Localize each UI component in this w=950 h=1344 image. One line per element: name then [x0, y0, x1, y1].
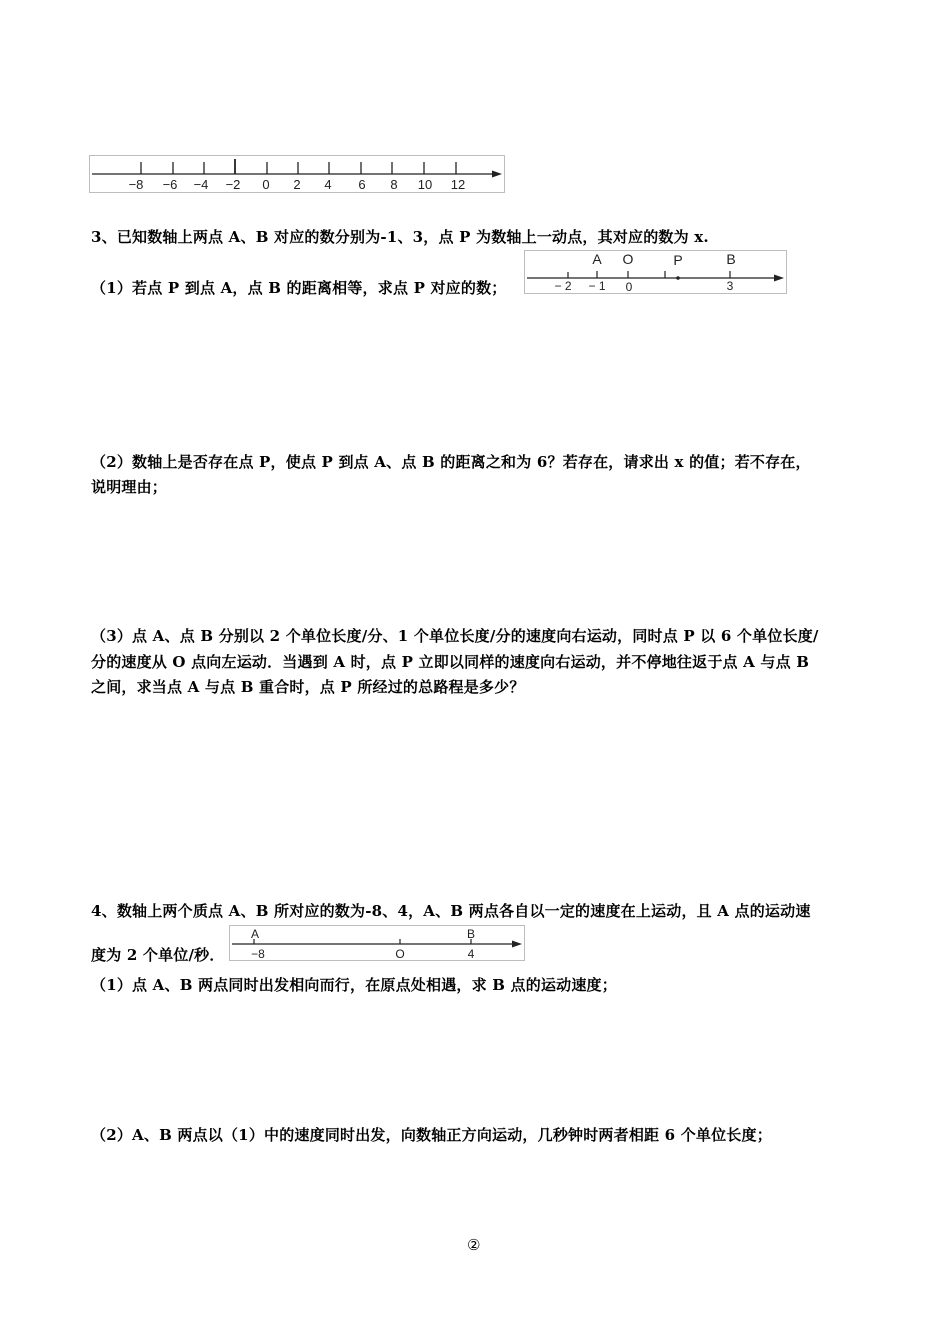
q4-stem-line1: 4、数轴上两个质点 A、B 所对应的数为-8、4，A、B 两点各自以一定的速度在上运动，且 A 点的运动速 — [91, 902, 811, 920]
q3-part3-line1: （3）点 A、点 B 分别以 2 个单位长度/分、1 个单位长度/分的速度向右运动，同时点 P 以 6 个单位长度/ — [91, 627, 819, 645]
point-label-b: B — [466, 927, 476, 941]
q3-part2-line2: 说明理由； — [91, 478, 168, 496]
point-label-o: O — [622, 251, 634, 267]
number-line-figure-2 — [524, 250, 787, 294]
q3-stem: 3、已知数轴上两点 A、B 对应的数分别为-1、3，点 P 为数轴上一动点，其对应的数为 x. — [91, 228, 709, 246]
tick-label: 3 — [726, 279, 734, 293]
point-label-a: A — [592, 251, 602, 267]
tick-label: 0 — [262, 177, 270, 192]
tick-label: −8 — [128, 177, 144, 192]
tick-label: − 1 — [588, 279, 606, 293]
q4-stem-line2: 度为 2 个单位/秒． — [91, 946, 225, 964]
q3-part2-line1: （2）数轴上是否存在点 P，使点 P 到点 A、点 B 的距离之和为 6？若存在，请求出 x 的值；若不存在， — [91, 453, 811, 471]
tick-label: −2 — [225, 177, 241, 192]
tick-label: −4 — [193, 177, 209, 192]
number-line-1-svg — [90, 156, 504, 192]
tick-label: 2 — [293, 177, 301, 192]
q3-part3-line2: 分的速度从 O 点向左运动．当遇到 A 时，点 P 立即以同样的速度向右运动，并不停地往返于点 A 与点 B — [91, 653, 810, 671]
number-line-figure-1 — [89, 155, 505, 193]
tick-label: 4 — [467, 947, 475, 960]
number-line-2-svg — [525, 251, 786, 293]
tick-label: O — [395, 947, 405, 960]
tick-label: −8 — [251, 947, 265, 960]
tick-label: 0 — [625, 280, 633, 293]
number-line-figure-3 — [229, 925, 525, 961]
page-number: ② — [467, 1236, 481, 1254]
tick-label: 8 — [390, 177, 398, 192]
tick-label: −6 — [162, 177, 178, 192]
tick-label: − 2 — [554, 279, 572, 293]
point-label-a: A — [250, 927, 260, 941]
tick-label: 12 — [450, 177, 466, 192]
tick-label: 10 — [417, 177, 433, 192]
point-label-b: B — [726, 251, 736, 267]
q4-part1: （1）点 A、B 两点同时出发相向而行，在原点处相遇，求 B 点的运动速度； — [91, 976, 617, 994]
q3-part3-line3: 之间，求当点 A 与点 B 重合时，点 P 所经过的总路程是多少？ — [91, 678, 525, 696]
tick-label: 6 — [358, 177, 366, 192]
q4-part2: （2）A、B 两点以（1）中的速度同时出发，向数轴正方向运动，几秒钟时两者相距 6 个单位长度； — [91, 1126, 772, 1144]
point-label-p: P — [673, 252, 683, 268]
number-line-3-svg — [230, 926, 524, 960]
q3-part1: （1）若点 P 到点 A，点 B 的距离相等，求点 P 对应的数； — [91, 279, 507, 297]
tick-label: 4 — [324, 177, 332, 192]
